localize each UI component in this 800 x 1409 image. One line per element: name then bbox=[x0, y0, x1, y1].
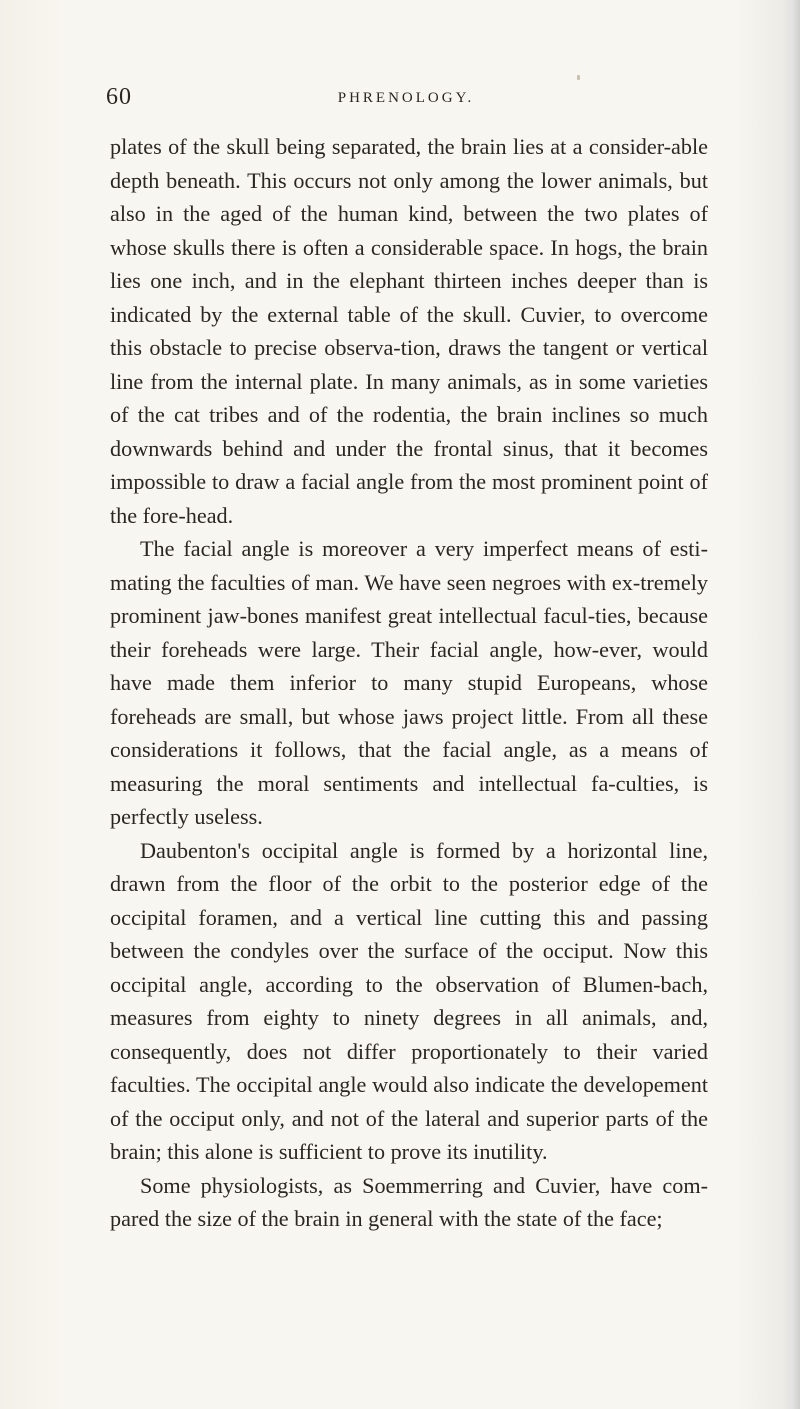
page-number: 60 bbox=[106, 84, 132, 110]
body-text bbox=[110, 130, 708, 1236]
paragraph-4: Some physiologists, as Soemmerring and Cuvier, have com-pared the size of the brain in general with the state of the face; bbox=[110, 1172, 708, 1231]
paragraph-2: The facial angle is moreover a very imperfect means of esti-mating the faculties of man. We have seen negroes with ex-tremely prominent jaw-bones manifest great intellectual facul-ties, because their foreheads were large. Their facial angle, how-ever, would have made them inferior to many stupid Europeans, whose foreheads are small, but whose jaws project little. From all these considerations it follows, that the facial angle, as a means of measuring the moral sentiments and intellectual fa-culties, is perfectly useless. bbox=[110, 536, 708, 829]
page-header bbox=[106, 80, 706, 120]
page-edge-shadow bbox=[786, 0, 800, 1409]
running-head: PHRENOLOGY. bbox=[337, 90, 475, 106]
paragraph-3: Daubenton's occipital angle is formed by a horizontal line, drawn from the floor of the orbit to the posterior edge of the occipital foramen, and a vertical line cutting this and passing between the condyles over the surface of the occiput. Now this occipital angle, according to the observation of Blumen-bach, measures from eighty to ninety degrees in all animals, and, consequently, does not differ proportionately to their varied faculties. The occipital angle would also indicate the developement of the occiput only, and not of the lateral and superior parts of the brain; this alone is sufficient to prove its inutility. bbox=[110, 837, 708, 1164]
paragraph-1: plates of the skull being separated, the brain lies at a consider-able depth beneath. This occurs not only among the lower animals, but also in the aged of the human kind, between the two plates of whose skulls there is often a considerable space. In hogs, the brain lies one inch, and in the elephant thirteen inches deeper than is indicated by the external table of the skull. Cuvier, to overcome this obstacle to precise observa-tion, draws the tangent or vertical line from the internal plate. In many animals, as in some varieties of the cat tribes and of the rodentia, the brain inclines so much downwards behind and under the frontal sinus, that it becomes impossible to draw a facial angle from the most prominent point of the fore-head. bbox=[110, 134, 708, 528]
